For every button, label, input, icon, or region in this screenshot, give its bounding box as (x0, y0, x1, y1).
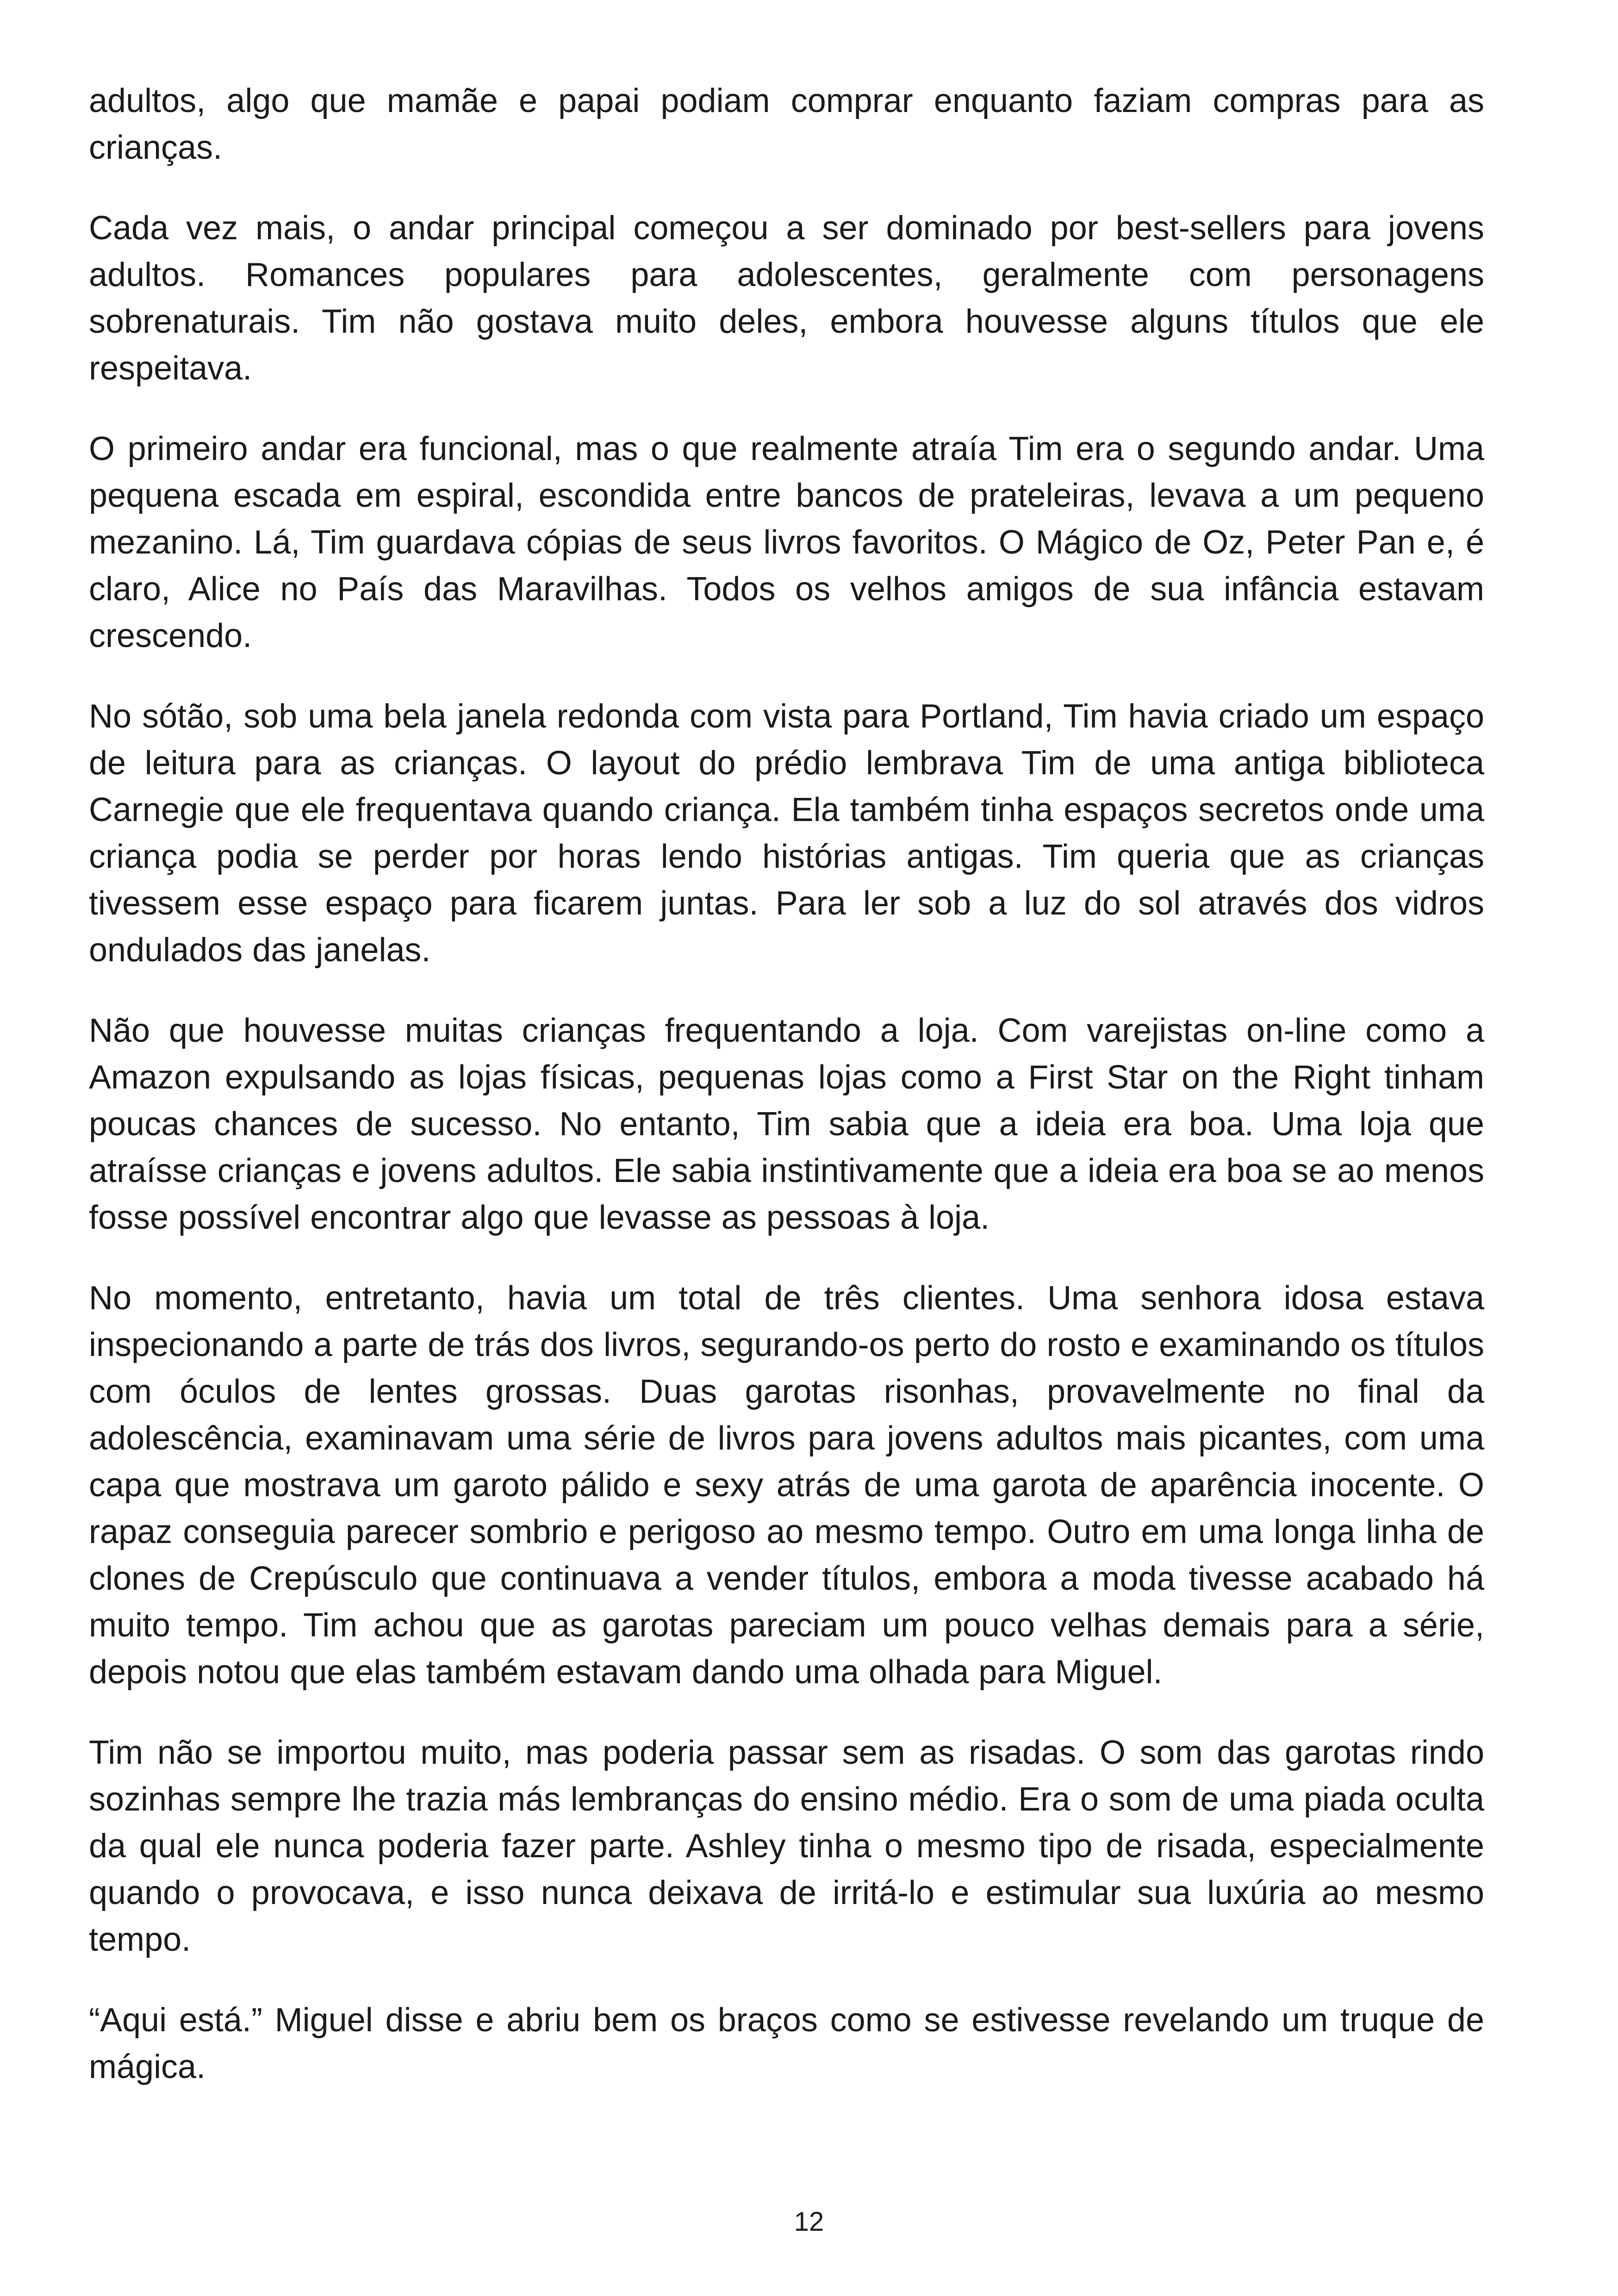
paragraph: “Aqui está.” Miguel disse e abriu bem os braços como se estivesse revelando um truque de mágica. (89, 2002, 1484, 2085)
paragraph: Cada vez mais, o andar principal começou a ser dominado por best-sellers para jovens adultos. Romances populares para adolescentes, geralmente com personagens sobrenaturais. Tim não gostava muito deles, embora houvesse alguns títulos que ele respeitava. (89, 210, 1484, 387)
paragraph: adultos, algo que mamãe e papai podiam comprar enquanto faziam compras para as crianças. (89, 82, 1484, 166)
body-text (89, 78, 1484, 2124)
paragraph: No momento, entretanto, havia um total de três clientes. Uma senhora idosa estava inspecionando a parte de trás dos livros, segurando-os perto do rosto e examinando os títulos com óculos de lentes grossas. Duas garotas risonhas, provavelmente no final da adolescência, examinavam uma série de livros para jovens adultos mais picantes, com uma capa que mostrava um garoto pálido e sexy atrás de uma garota de aparência inocente. O rapaz conseguia parecer sombrio e perigoso ao mesmo tempo. Outro em uma longa linha de clones de Crepúsculo que continuava a vender títulos, embora a moda tivesse acabado há muito tempo. Tim achou que as garotas pareciam um pouco velhas demais para a série, depois notou que elas também estavam dando uma olhada para Miguel. (89, 1280, 1484, 1691)
paragraph: Tim não se importou muito, mas poderia passar sem as risadas. O som das garotas rindo sozinhas sempre lhe trazia más lembranças do ensino médio. Era o som de uma piada oculta da qual ele nunca poderia fazer parte. Ashley tinha o mesmo tipo de risada, especialmente quando o provocava, e isso nunca deixava de irritá-lo e estimular sua luxúria ao mesmo tempo. (89, 1734, 1484, 1958)
paragraph: Não que houvesse muitas crianças frequentando a loja. Com varejistas on-line como a Amazon expulsando as lojas físicas, pequenas lojas como a First Star on the Right tinham poucas chances de sucesso. No entanto, Tim sabia que a ideia era boa. Uma loja que atraísse crianças e jovens adultos. Ele sabia instintivamente que a ideia era boa se ao menos fosse possível encontrar algo que levasse as pessoas à loja. (89, 1012, 1484, 1236)
paragraph: No sótão, sob uma bela janela redonda com vista para Portland, Tim havia criado um espaço de leitura para as crianças. O layout do prédio lembrava Tim de uma antiga biblioteca Carnegie que ele frequentava quando criança. Ela também tinha espaços secretos onde uma criança podia se perder por horas lendo histórias antigas. Tim queria que as crianças tivessem esse espaço para ficarem juntas. Para ler sob a luz do sol através dos vidros ondulados das janelas. (89, 698, 1484, 969)
page-number: 12 (794, 2207, 824, 2237)
paragraph: O primeiro andar era funcional, mas o que realmente atraía Tim era o segundo andar. Uma pequena escada em espiral, escondida entre bancos de prateleiras, levava a um pequeno mezanino. Lá, Tim guardava cópias de seus livros favoritos. O Mágico de Oz, Peter Pan e, é claro, Alice no País das Maravilhas. Todos os velhos amigos de sua infância estavam crescendo. (89, 430, 1484, 654)
